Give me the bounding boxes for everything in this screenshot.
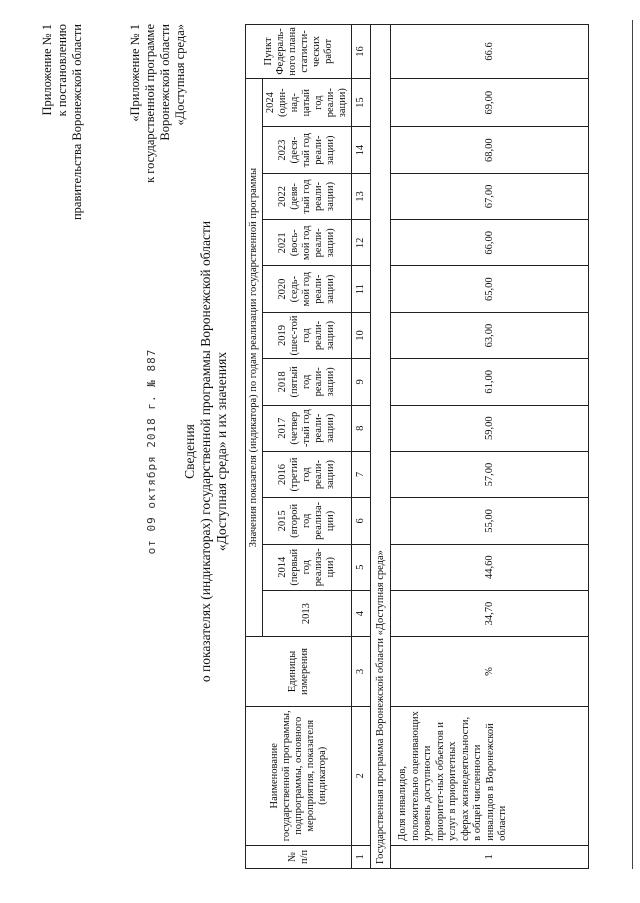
header-year: 2017 (четвер -тый год реали-зации) (263, 405, 352, 451)
header-year: 2014 (первый год реализа-ции) (263, 544, 352, 590)
column-number: 10 (352, 312, 371, 358)
header-year: 2015 (второй год реализа-ции) (263, 498, 352, 544)
header-year: 2022 (девя-тый год реали-зации) (263, 173, 352, 219)
header-plan-point: Пункт Федераль-ного плана статисти-ческих работ (246, 25, 352, 79)
annex-program-block (128, 24, 188, 183)
decree-date: от 09 октября 2018 г. № 887 (145, 348, 158, 555)
header-year: 2016 (третий год реали-зации) (263, 451, 352, 497)
column-number: 9 (352, 359, 371, 405)
header-no: № п/п (246, 845, 352, 868)
annex-program-line: «Приложение № 1 (128, 24, 142, 122)
annex-program-line: Воронежской области (158, 24, 172, 141)
row-value: 68,00 (391, 127, 589, 173)
table-row (391, 25, 589, 869)
column-number: 4 (352, 590, 371, 636)
row-value: 66,00 (391, 220, 589, 266)
column-number: 13 (352, 173, 371, 219)
column-number: 11 (352, 266, 371, 312)
page-bottom-rule (632, 20, 633, 869)
section-title: Государственная программа Воронежской области «Доступная среда» (371, 25, 391, 869)
column-number: 3 (352, 637, 371, 707)
column-number: 15 (352, 78, 371, 127)
column-number: 16 (352, 25, 371, 79)
title-line: «Доступная среда» и их значениях (214, 351, 229, 552)
row-value: 63,00 (391, 312, 589, 358)
document-title (182, 0, 230, 903)
title-line: Сведения (182, 424, 197, 479)
column-number: 5 (352, 544, 371, 590)
header-year: 2023 (деся-тый год реали-зации) (263, 127, 352, 173)
row-value: 34,70 (391, 590, 589, 636)
header-name: Наименование государственной программы, подпрограммы, основного мероприятия, показателя (индикатора) (246, 706, 352, 845)
row-unit: % (391, 637, 589, 707)
annex-program-line: к государственной программе (143, 24, 157, 183)
row-no: 1 (391, 845, 589, 868)
row-value: 55,00 (391, 498, 589, 544)
annex-decree-line: Приложение № 1 (40, 24, 54, 116)
row-value: 59,00 (391, 405, 589, 451)
annex-decree-line: к постановлению (55, 24, 69, 117)
indicators-table (245, 24, 589, 869)
row-value: 69,00 (391, 78, 589, 127)
column-number-row (352, 25, 371, 869)
row-indicator-name: Доля инвалидов, положительно оценивающих уровень доступности приоритет-ных объектов и услуг в приоритетных сферах жизнедеятельности, в общей численности инвалидов в Воронежской области (391, 706, 589, 845)
header-year: 2019 (шес-той год реали-зации) (263, 312, 352, 358)
row-value: 65,00 (391, 266, 589, 312)
header-unit: Единицы измерения (246, 637, 352, 707)
column-number: 6 (352, 498, 371, 544)
column-number: 7 (352, 451, 371, 497)
header-year: 2020 (седь-мой год реали-зации) (263, 266, 352, 312)
row-value: 44,60 (391, 544, 589, 590)
header-row-group (246, 25, 263, 869)
row-value: 61,00 (391, 359, 589, 405)
column-number: 14 (352, 127, 371, 173)
header-year: 2018 (пятый год реали-зации) (263, 359, 352, 405)
row-value: 67,00 (391, 173, 589, 219)
column-number: 2 (352, 706, 371, 845)
header-values-group: Значения показателя (индикатора) по годам реализации государственной программы (246, 78, 263, 636)
row-value: 57,00 (391, 451, 589, 497)
annex-decree-line: правительства Воронежской области (70, 24, 84, 221)
column-number: 1 (352, 845, 371, 868)
column-number: 12 (352, 220, 371, 266)
section-row (371, 25, 391, 869)
annex-decree-block (40, 24, 85, 220)
header-base-year: 2013 (263, 590, 352, 636)
row-plan-point: 66.6 (391, 25, 589, 79)
header-year: 2024 (один-над-цатый год реали-зации) (263, 78, 352, 127)
annex-program-line: «Доступная среда» (173, 24, 187, 126)
header-year: 2021 (вось-мой год реали-зации) (263, 220, 352, 266)
column-number: 8 (352, 405, 371, 451)
title-line: о показателях (индикаторах) государственной программы Воронежской области (198, 220, 213, 683)
